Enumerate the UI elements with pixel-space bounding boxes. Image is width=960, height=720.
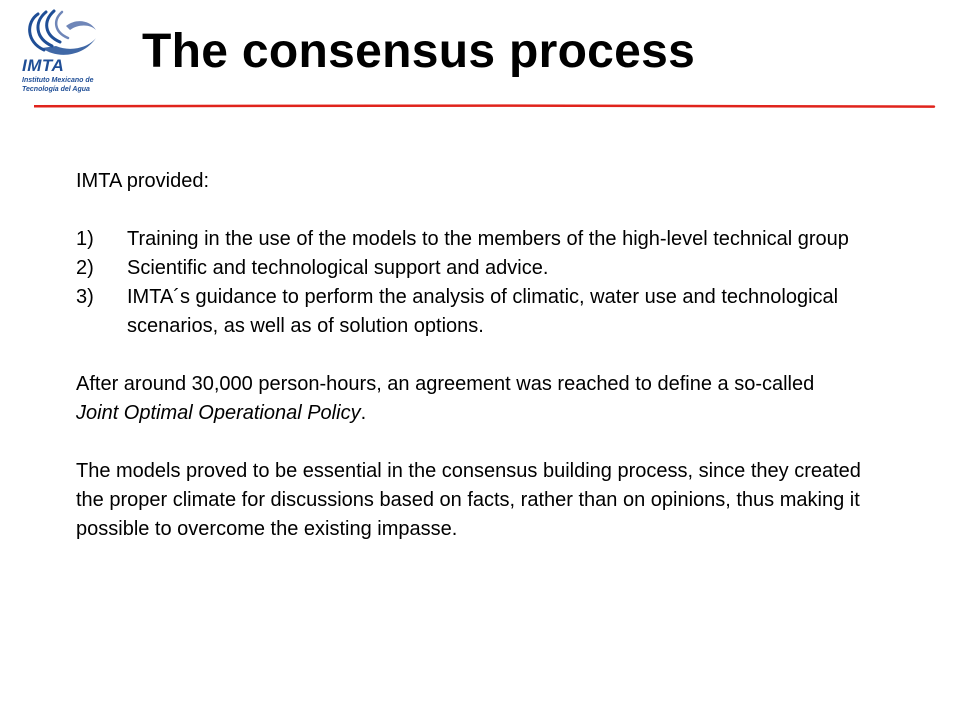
list-item-text: Scientific and technological support and advice. xyxy=(127,257,549,279)
spacer xyxy=(76,428,876,457)
logo-subtitle-line2: Tecnología del Agua xyxy=(22,86,90,93)
numbered-list xyxy=(76,225,876,341)
policy-name: Joint Optimal Operational Policy xyxy=(76,402,361,424)
logo-subtitle-line1: Instituto Mexicano de xyxy=(22,77,94,84)
list-item-number: 1) xyxy=(76,228,94,250)
title-underline xyxy=(34,104,936,110)
logo-acronym: IMTA xyxy=(22,56,65,75)
list-item-text: Training in the use of the models to the members of the high-level technical group xyxy=(127,228,849,250)
spacer xyxy=(76,341,876,370)
list-item-text: IMTA´s guidance to perform the analysis of climatic, water use and technological scenarios, as well as of solution options. xyxy=(127,286,839,337)
slide-body xyxy=(76,167,876,544)
list-item xyxy=(76,283,876,341)
list-item xyxy=(76,254,876,283)
list-item xyxy=(76,225,876,254)
agreement-paragraph xyxy=(76,370,856,428)
list-item-number: 2) xyxy=(76,257,94,279)
agreement-end: . xyxy=(360,402,367,424)
spacer xyxy=(76,196,876,225)
intro-line: IMTA provided: xyxy=(76,170,210,192)
imta-logo xyxy=(18,8,118,100)
conclusion-paragraph: The models proved to be essential in the consensus building process, since they created the proper climate for discussions based on facts, rather than on opinions, thus making it possible to overcome the existing impasse. xyxy=(76,460,861,540)
list-item-number: 3) xyxy=(76,286,94,308)
agreement-text: After around 30,000 person-hours, an agreement was reached to define a so-called xyxy=(76,373,815,395)
slide-title: The consensus process xyxy=(142,25,696,78)
